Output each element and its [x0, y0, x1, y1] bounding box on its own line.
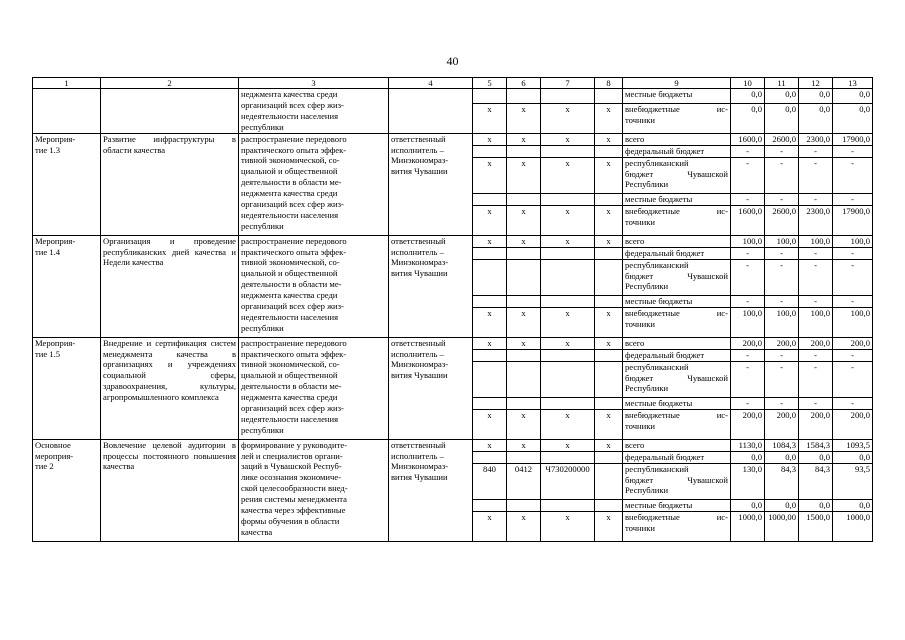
activity-code-cell: Мероприя- тие 1.3	[33, 133, 101, 235]
funding-amount-cell: 200,0	[765, 409, 799, 439]
budget-code-cell: x	[507, 511, 541, 541]
funding-amount-cell: -	[731, 361, 765, 397]
funding-amount-cell: -	[799, 361, 833, 397]
budget-code-cell: x	[541, 307, 595, 337]
budget-code-cell	[473, 89, 507, 104]
funding-amount-cell: 100,0	[799, 307, 833, 337]
budget-code-cell	[473, 361, 507, 397]
column-header: 8	[595, 78, 623, 89]
funding-source-cell: местные бюджеты	[623, 397, 731, 409]
funding-amount-cell: 0,0	[731, 104, 765, 133]
budget-code-cell	[595, 89, 623, 104]
budget-code-cell	[507, 295, 541, 307]
budget-code-cell: x	[541, 205, 595, 235]
funding-source-cell: местные бюджеты	[623, 499, 731, 511]
budget-code-cell: Ч730200000	[541, 463, 595, 499]
funding-amount-cell: 200,0	[765, 337, 799, 349]
funding-source-cell: федеральный бюджет	[623, 349, 731, 361]
funding-source-line: республиканский	[625, 463, 689, 474]
funding-source-line: бюджет Чувашской	[625, 372, 728, 383]
funding-source-cell	[623, 361, 731, 397]
funding-amount-cell: 200,0	[731, 409, 765, 439]
funding-amount-cell: -	[833, 247, 873, 259]
activity-code-cell: Мероприя- тие 1.5	[33, 337, 101, 439]
budget-code-cell: x	[541, 104, 595, 133]
funding-amount-cell: -	[799, 349, 833, 361]
budget-code-cell	[473, 397, 507, 409]
funding-amount-cell: -	[833, 361, 873, 397]
budget-code-cell	[473, 295, 507, 307]
funding-amount-cell: -	[799, 247, 833, 259]
column-header: 9	[623, 78, 731, 89]
funding-source-cell: местные бюджеты	[623, 193, 731, 205]
budget-code-cell: x	[473, 104, 507, 133]
funding-amount-cell: -	[765, 247, 799, 259]
budget-code-cell: x	[541, 337, 595, 349]
budget-code-cell	[507, 451, 541, 463]
budget-code-cell	[473, 451, 507, 463]
table-row	[33, 439, 873, 451]
budget-code-cell	[541, 451, 595, 463]
funding-amount-cell: -	[765, 193, 799, 205]
funding-amount-cell: 2600,0	[765, 133, 799, 145]
budget-code-cell: x	[595, 439, 623, 451]
budget-code-cell	[541, 295, 595, 307]
funding-amount-cell: 93,5	[833, 463, 873, 499]
funding-amount-cell: 0,0	[731, 499, 765, 511]
funding-source-cell	[623, 409, 731, 439]
budget-code-cell	[595, 361, 623, 397]
funding-amount-cell: -	[731, 259, 765, 295]
activity-name-cell	[101, 89, 239, 134]
budget-code-cell: x	[507, 439, 541, 451]
budget-code-cell: 0412	[507, 463, 541, 499]
budget-code-cell	[507, 499, 541, 511]
funding-amount-cell: 200,0	[799, 337, 833, 349]
budget-code-cell	[595, 259, 623, 295]
budget-code-cell: x	[473, 409, 507, 439]
funding-source-line: внебюджетные ис-	[625, 307, 728, 318]
funding-amount-cell: -	[765, 295, 799, 307]
funding-amount-cell: 1600,0	[731, 205, 765, 235]
funding-amount-cell: 84,3	[765, 463, 799, 499]
budget-code-cell	[595, 193, 623, 205]
column-header: 11	[765, 78, 799, 89]
budget-code-cell	[473, 259, 507, 295]
budget-code-cell	[507, 89, 541, 104]
funding-amount-cell: 1130,0	[731, 439, 765, 451]
funding-source-cell: всего	[623, 235, 731, 247]
funding-amount-cell: 0,0	[833, 89, 873, 104]
funding-amount-cell: -	[799, 157, 833, 193]
funding-source-cell	[623, 259, 731, 295]
table-row	[33, 133, 873, 145]
funding-source-cell	[623, 157, 731, 193]
funding-amount-cell: 0,0	[799, 89, 833, 104]
budget-code-cell: x	[473, 157, 507, 193]
funding-amount-cell: -	[765, 157, 799, 193]
funding-source-line: внебюджетные ис-	[625, 409, 728, 420]
budget-code-cell	[541, 361, 595, 397]
column-header: 10	[731, 78, 765, 89]
funding-amount-cell: 0,0	[799, 499, 833, 511]
funding-amount-cell: -	[765, 397, 799, 409]
budget-code-cell: x	[541, 439, 595, 451]
table-row	[33, 89, 873, 104]
budget-code-cell	[595, 499, 623, 511]
budget-code-cell: x	[473, 307, 507, 337]
funding-source-cell	[623, 205, 731, 235]
funding-amount-cell: 0,0	[765, 451, 799, 463]
funding-source-line: Республики	[625, 179, 669, 190]
budget-code-cell	[541, 193, 595, 205]
budget-table	[32, 77, 873, 542]
funding-amount-cell: 100,0	[799, 235, 833, 247]
funding-amount-cell: 130,0	[731, 463, 765, 499]
funding-amount-cell: 1600,0	[731, 133, 765, 145]
funding-source-cell	[623, 307, 731, 337]
budget-code-cell: x	[507, 337, 541, 349]
funding-source-line: внебюджетные ис-	[625, 511, 728, 522]
funding-source-line: точники	[625, 318, 656, 329]
funding-amount-cell: -	[765, 361, 799, 397]
activity-name-cell: Внедрение и сертификация систем менеджмента качества в организациях и учреждениях социальной сферы, здравоохранения, культуры, агропромышленного комплекса	[101, 337, 239, 439]
funding-amount-cell: 100,0	[765, 235, 799, 247]
column-header: 7	[541, 78, 595, 89]
funding-source-line: точники	[625, 420, 656, 431]
budget-code-cell: x	[473, 133, 507, 145]
budget-code-cell	[595, 463, 623, 499]
funding-amount-cell: -	[765, 259, 799, 295]
budget-code-cell: x	[473, 337, 507, 349]
activity-code-cell: Мероприя- тие 1.4	[33, 235, 101, 337]
funding-amount-cell: -	[765, 349, 799, 361]
funding-amount-cell: -	[833, 295, 873, 307]
budget-code-cell: x	[507, 235, 541, 247]
funding-amount-cell: -	[731, 295, 765, 307]
funding-amount-cell: -	[833, 193, 873, 205]
funding-amount-cell: 2300,0	[799, 205, 833, 235]
funding-amount-cell: -	[731, 349, 765, 361]
funding-amount-cell: -	[799, 295, 833, 307]
activity-code-cell: Основное мероприя- тие 2	[33, 439, 101, 541]
column-header: 3	[239, 78, 389, 89]
funding-amount-cell: 0,0	[799, 104, 833, 133]
budget-code-cell	[507, 397, 541, 409]
funding-source-line: внебюджетные ис-	[625, 205, 728, 216]
funding-source-line: республиканский	[625, 157, 689, 168]
budget-code-cell: x	[473, 205, 507, 235]
executor-cell: ответственный исполнитель – Минэкономраз- вития Чувашии	[389, 337, 473, 439]
funding-amount-cell: 0,0	[731, 89, 765, 104]
budget-code-cell: x	[595, 235, 623, 247]
executor-cell	[389, 89, 473, 134]
funding-amount-cell: 2600,0	[765, 205, 799, 235]
activity-name-cell: Развитие инфраструктуры в области качества	[101, 133, 239, 235]
funding-amount-cell: -	[731, 145, 765, 157]
funding-amount-cell: -	[799, 397, 833, 409]
budget-code-cell	[507, 361, 541, 397]
column-header: 1	[33, 78, 101, 89]
budget-code-cell	[473, 247, 507, 259]
funding-amount-cell: -	[833, 145, 873, 157]
funding-amount-cell: 0,0	[833, 499, 873, 511]
budget-code-cell: x	[473, 235, 507, 247]
budget-code-cell	[541, 89, 595, 104]
budget-code-cell: x	[473, 439, 507, 451]
executor-cell: ответственный исполнитель – Минэкономраз- вития Чувашии	[389, 133, 473, 235]
funding-amount-cell: 1093,5	[833, 439, 873, 451]
funding-amount-cell: 200,0	[799, 409, 833, 439]
funding-source-line: внебюджетные ис-	[625, 104, 728, 115]
funding-source-cell: всего	[623, 439, 731, 451]
funding-amount-cell: -	[799, 259, 833, 295]
budget-code-cell: x	[595, 409, 623, 439]
budget-code-cell: x	[595, 157, 623, 193]
funding-source-cell: всего	[623, 337, 731, 349]
activity-result-cell: распространение передового практического опыта эффек- тивной экономической, со- циальной и общественной деятельности в области ме- неджмента качества среди организаций всех сфер жиз- недеятельности населения республики	[239, 337, 389, 439]
budget-code-cell: x	[595, 307, 623, 337]
budget-code-cell	[473, 193, 507, 205]
funding-source-cell	[623, 104, 731, 133]
budget-code-cell: x	[507, 157, 541, 193]
funding-source-line: республиканский	[625, 361, 689, 372]
budget-code-cell: x	[541, 409, 595, 439]
funding-amount-cell: 0,0	[731, 451, 765, 463]
funding-source-line: точники	[625, 115, 656, 126]
budget-code-cell	[541, 247, 595, 259]
budget-code-cell	[507, 259, 541, 295]
budget-code-cell	[541, 499, 595, 511]
budget-code-cell: x	[473, 511, 507, 541]
funding-amount-cell: 0,0	[799, 451, 833, 463]
funding-amount-cell: 100,0	[731, 235, 765, 247]
budget-code-cell: x	[541, 235, 595, 247]
activity-result-cell: распространение передового практического опыта эффек- тивной экономической, со- циальной и общественной деятельности в области ме- неджмента качества среди организаций всех сфер жиз- недеятельности населения республики	[239, 133, 389, 235]
budget-code-cell	[595, 349, 623, 361]
funding-amount-cell: -	[765, 145, 799, 157]
funding-amount-cell: 100,0	[765, 307, 799, 337]
activity-name-cell: Организация и проведение республиканских дней качества и Недели качества	[101, 235, 239, 337]
funding-source-line: Республики	[625, 383, 669, 394]
budget-code-cell	[507, 145, 541, 157]
funding-amount-cell: 17900,0	[833, 133, 873, 145]
budget-code-cell: x	[507, 104, 541, 133]
funding-amount-cell: 1584,3	[799, 439, 833, 451]
funding-amount-cell: -	[833, 349, 873, 361]
budget-code-cell: x	[541, 511, 595, 541]
funding-source-cell: местные бюджеты	[623, 295, 731, 307]
budget-code-cell: x	[541, 133, 595, 145]
activity-result-cell: формирование у руководите- лей и специалистов органи- заций в Чувашской Респуб- лике осознания экономиче- ской целесообразности внед- рения системы менеджмента качества через эффективные формы обучения в области качества	[239, 439, 389, 541]
budget-code-cell: x	[507, 409, 541, 439]
activity-result-cell: распространение передового практического опыта эффек- тивной экономической, со- циальной и общественной деятельности в области ме- неджмента качества среди организаций всех сфер жиз- недеятельности населения республики	[239, 235, 389, 337]
funding-amount-cell: -	[731, 397, 765, 409]
funding-amount-cell: 0,0	[833, 451, 873, 463]
funding-source-line: бюджет Чувашской	[625, 270, 728, 281]
funding-source-cell	[623, 511, 731, 541]
funding-amount-cell: -	[833, 157, 873, 193]
funding-amount-cell: 100,0	[833, 307, 873, 337]
funding-amount-cell: 0,0	[765, 499, 799, 511]
budget-code-cell	[473, 349, 507, 361]
budget-code-cell: x	[595, 205, 623, 235]
funding-amount-cell: -	[799, 145, 833, 157]
activity-name-cell: Вовлечение целевой аудитории в процессы постоянного повышения качества	[101, 439, 239, 541]
funding-amount-cell: -	[833, 397, 873, 409]
budget-code-cell: x	[507, 205, 541, 235]
header-row	[33, 78, 873, 89]
funding-amount-cell: 100,0	[833, 235, 873, 247]
funding-amount-cell: 1500,0	[799, 511, 833, 541]
funding-amount-cell: 200,0	[833, 409, 873, 439]
funding-source-line: республиканский	[625, 259, 689, 270]
funding-amount-cell: -	[731, 247, 765, 259]
funding-source-line: бюджет Чувашской	[625, 474, 728, 485]
column-header: 12	[799, 78, 833, 89]
funding-source-cell: федеральный бюджет	[623, 451, 731, 463]
table-row	[33, 235, 873, 247]
funding-source-cell: федеральный бюджет	[623, 145, 731, 157]
funding-amount-cell: 200,0	[731, 337, 765, 349]
funding-amount-cell: -	[731, 157, 765, 193]
funding-amount-cell: 0,0	[765, 104, 799, 133]
funding-source-cell: всего	[623, 133, 731, 145]
funding-source-line: Республики	[625, 485, 669, 496]
funding-source-line: точники	[625, 216, 656, 227]
funding-amount-cell: -	[731, 193, 765, 205]
budget-code-cell	[595, 145, 623, 157]
budget-code-cell	[507, 247, 541, 259]
activity-result-cell: неджмента качества среди организаций всех сфер жиз- недеятельности населения республики	[239, 89, 389, 134]
budget-code-cell	[473, 145, 507, 157]
column-header: 5	[473, 78, 507, 89]
budget-code-cell	[595, 451, 623, 463]
funding-source-line: бюджет Чувашской	[625, 168, 728, 179]
budget-code-cell	[595, 247, 623, 259]
budget-code-cell	[541, 349, 595, 361]
funding-source-cell: федеральный бюджет	[623, 247, 731, 259]
funding-source-cell: местные бюджеты	[623, 89, 731, 104]
column-header: 6	[507, 78, 541, 89]
budget-code-cell	[541, 397, 595, 409]
funding-amount-cell: 1000,0	[833, 511, 873, 541]
budget-code-cell: 840	[473, 463, 507, 499]
funding-amount-cell: 100,0	[731, 307, 765, 337]
budget-code-cell: x	[541, 157, 595, 193]
funding-amount-cell: 84,3	[799, 463, 833, 499]
budget-code-cell: x	[595, 337, 623, 349]
column-header: 13	[833, 78, 873, 89]
page-number: 40	[446, 54, 459, 68]
funding-amount-cell: 2300,0	[799, 133, 833, 145]
funding-source-cell	[623, 463, 731, 499]
activity-code-cell	[33, 89, 101, 134]
table-row	[33, 337, 873, 349]
funding-source-line: Республики	[625, 281, 669, 292]
executor-cell: ответственный исполнитель – Минэкономраз- вития Чувашии	[389, 439, 473, 541]
budget-code-cell: x	[595, 104, 623, 133]
budget-code-cell: x	[595, 511, 623, 541]
budget-code-cell	[473, 499, 507, 511]
funding-amount-cell: 1000,0	[731, 511, 765, 541]
funding-source-line: точники	[625, 522, 656, 533]
budget-code-cell: x	[595, 133, 623, 145]
budget-code-cell	[595, 397, 623, 409]
column-header: 4	[389, 78, 473, 89]
funding-amount-cell: 200,0	[833, 337, 873, 349]
funding-amount-cell: -	[799, 193, 833, 205]
budget-code-cell: x	[507, 307, 541, 337]
funding-amount-cell: 1084,3	[765, 439, 799, 451]
funding-amount-cell: 0,0	[833, 104, 873, 133]
funding-amount-cell: -	[833, 259, 873, 295]
budget-code-cell	[595, 295, 623, 307]
budget-code-cell	[507, 193, 541, 205]
funding-amount-cell: 17900,0	[833, 205, 873, 235]
budget-code-cell: x	[507, 133, 541, 145]
budget-code-cell	[507, 349, 541, 361]
column-header: 2	[101, 78, 239, 89]
funding-amount-cell: 1000,00	[765, 511, 799, 541]
funding-amount-cell: 0,0	[765, 89, 799, 104]
budget-code-cell	[541, 145, 595, 157]
executor-cell: ответственный исполнитель – Минэкономраз- вития Чувашии	[389, 235, 473, 337]
budget-code-cell	[541, 259, 595, 295]
